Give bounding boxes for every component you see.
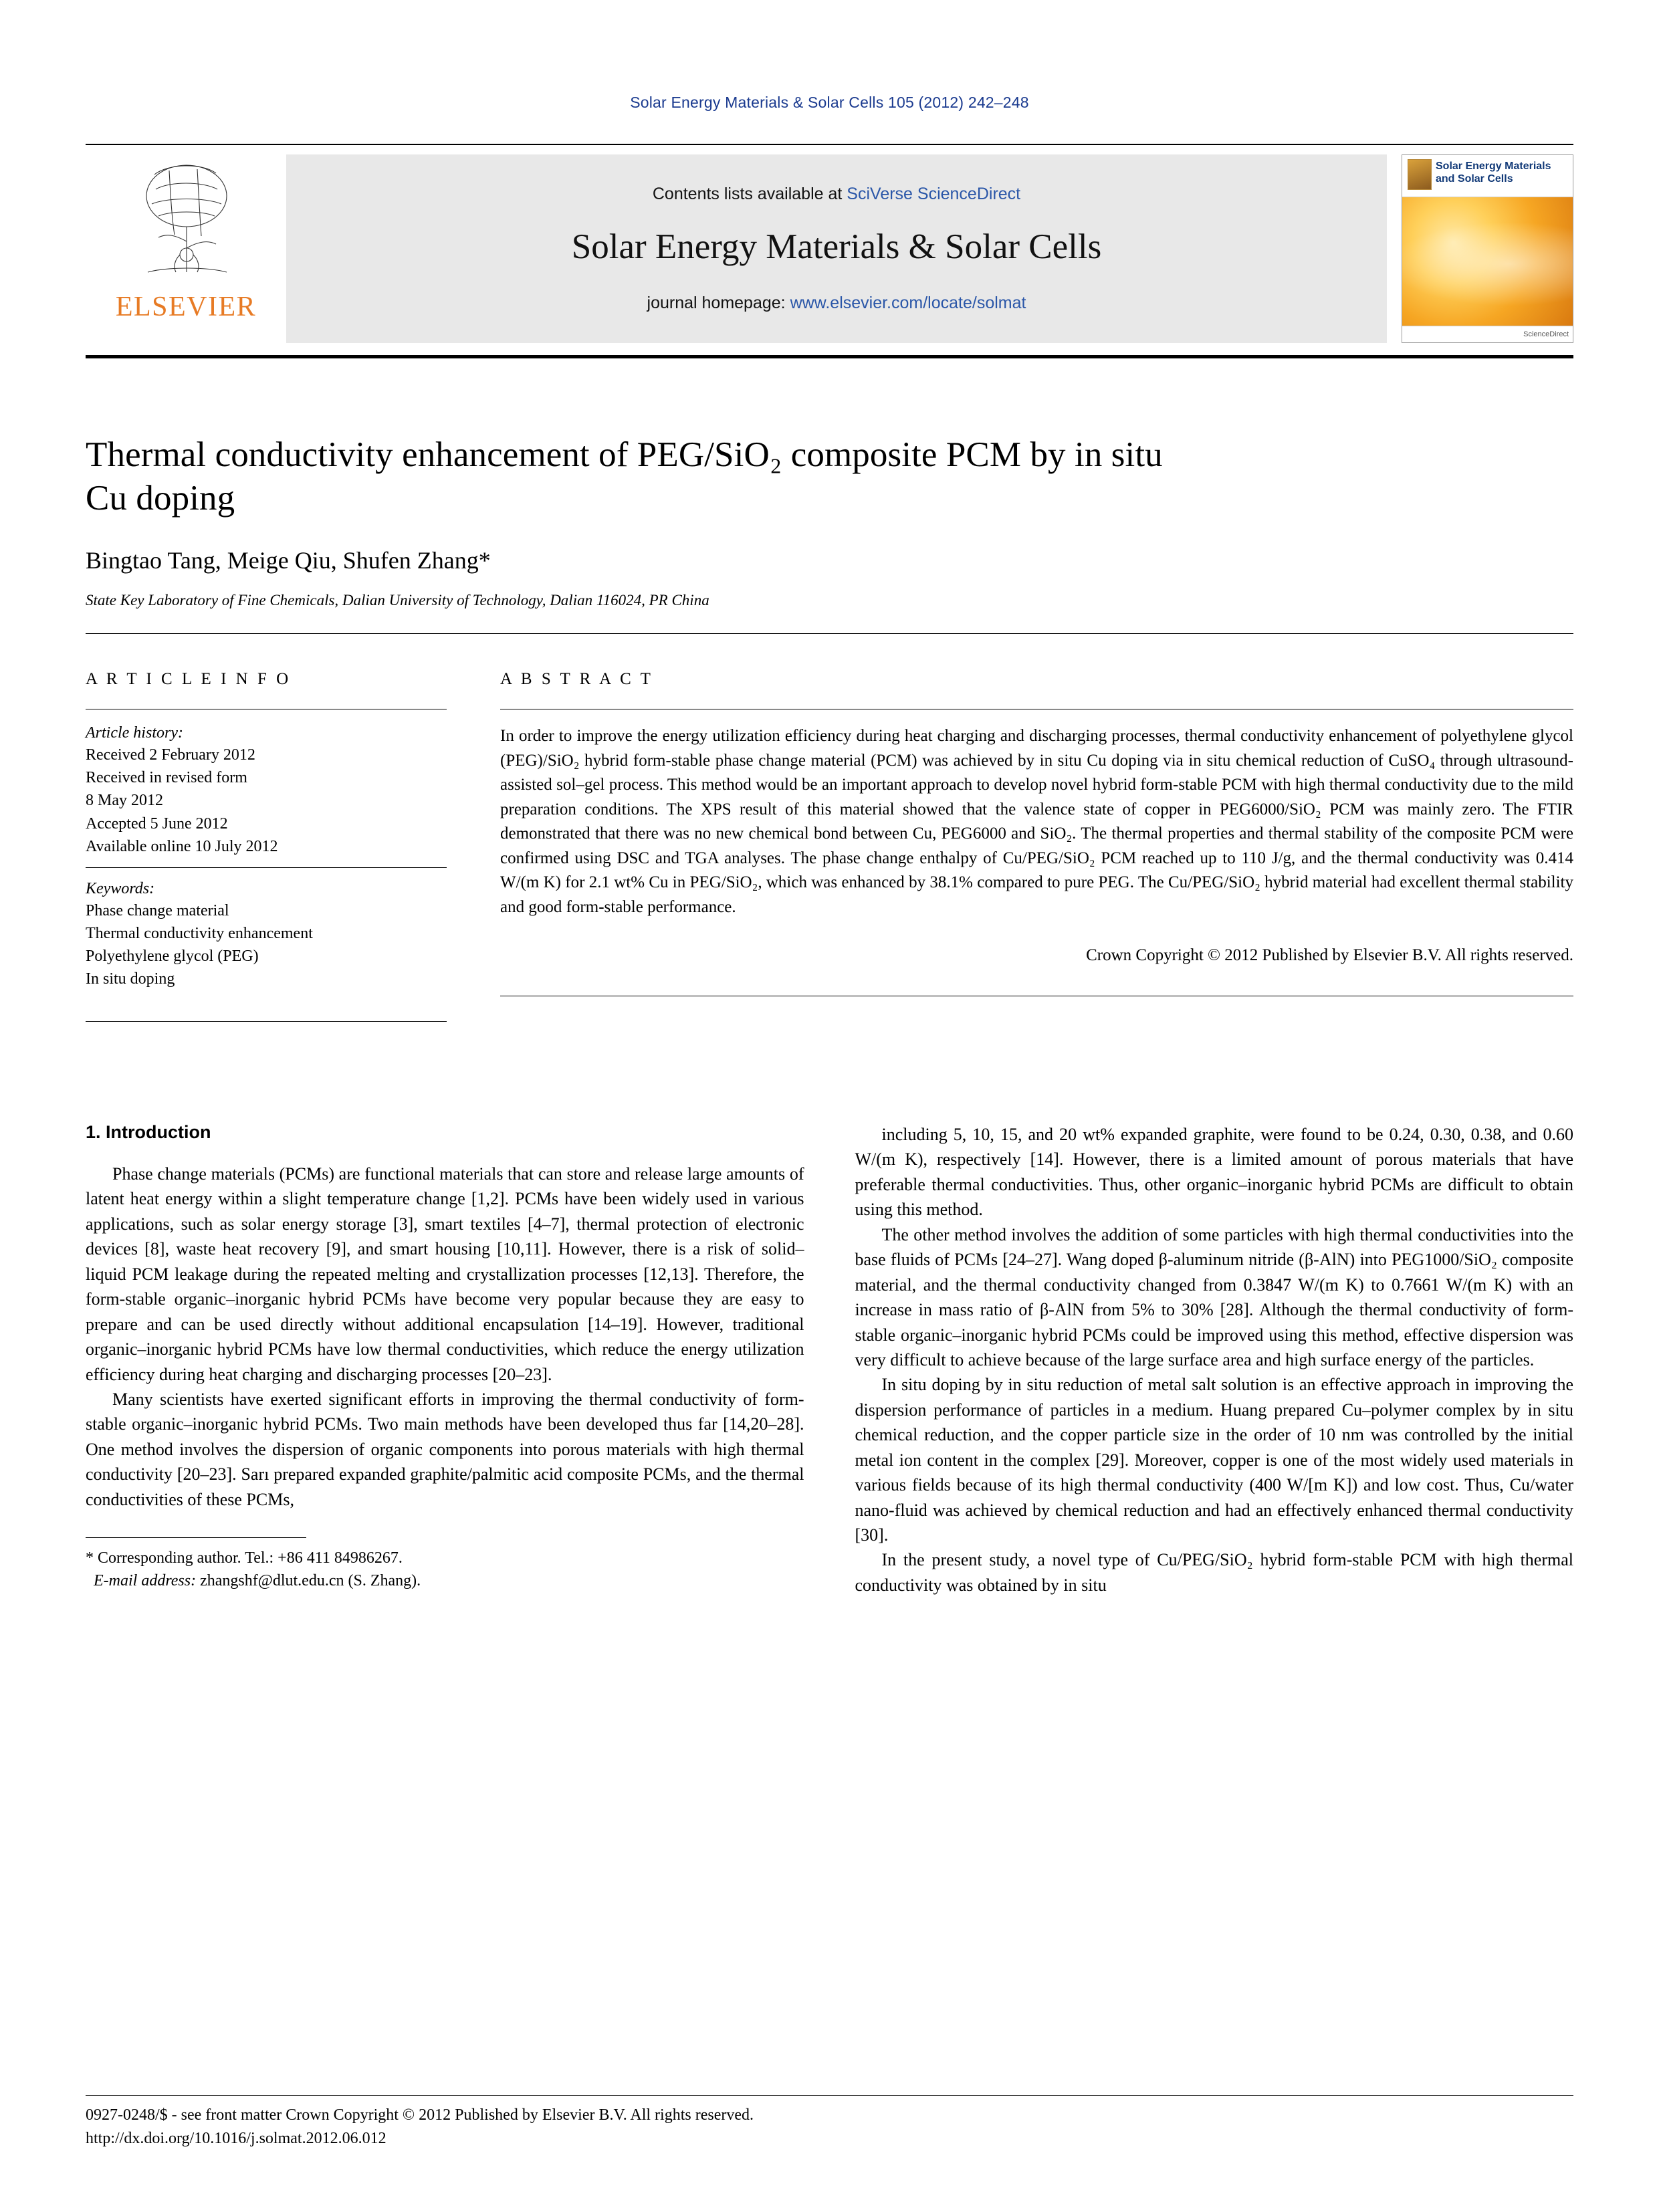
history-line: Accepted 5 June 2012 xyxy=(86,814,228,833)
info-abstract-row xyxy=(86,670,1573,1022)
article-info-heading: A R T I C L E I N F O xyxy=(86,670,292,689)
article-info-divider xyxy=(86,867,447,868)
email-label: E-mail address: xyxy=(94,1571,201,1589)
body-columns xyxy=(86,1122,1573,1597)
history-line: Received in revised form xyxy=(86,769,247,787)
body-column-left xyxy=(86,1122,804,1597)
banner-center xyxy=(286,154,1387,343)
keyword-item: Thermal conductivity enhancement xyxy=(86,924,313,942)
running-head: Solar Energy Materials & Solar Cells 105 (2012) 242–248 xyxy=(630,94,1029,111)
history-line: Received 2 February 2012 xyxy=(86,746,255,764)
footer-rule xyxy=(86,2095,1573,2096)
title-rule xyxy=(86,633,1573,634)
footnote-block xyxy=(86,1537,794,1592)
journal-title: Solar Energy Materials & Solar Cells xyxy=(571,227,1102,266)
paragraph: The other method involves the addition of some particles with high thermal conductivities into the base fluids of PCMs [24–27]. Wang doped β-aluminum nitride (β-AlN) into PEG1000/SiO₂ composite material, and the thermal conductivity changed from 0.3847 W/(m K) to 0.7661 W/(m K) with an increase in mass ratio of β-AlN from 5% to 30% [28]. Although the thermal conductivity of form-stable organic–inorganic hybrid PCMs could be improved using this method, effective dispersion was very difficult to achieve because of the large surface area and high surface energy of the particles. xyxy=(855,1224,1573,1369)
abstract-copyright: Crown Copyright © 2012 Published by Elsevier B.V. All rights reserved. xyxy=(1086,946,1573,965)
email-link[interactable]: zhangshf@dlut.edu.cn (S. Zhang). xyxy=(200,1571,421,1589)
article-info-bottom-rule xyxy=(86,1021,447,1022)
abstract-text: In order to improve the energy utilization efficiency during heat charging and discharging processes, thermal conductivity enhancement of polyethylene glycol (PEG)/SiO₂ hybrid form-stable phase change material (PCM) was achieved by in situ Cu doping via in situ chemical reduction of CuSO₄ through ultrasound-assisted sol–gel process. This method would be an important approach to develop novel hybrid form-stable PCM with high thermal conductivity due to the mild preparation conditions. The XPS result of this material showed that the valence state of copper in PEG6000/SiO₂ PCM was mainly zero. The FTIR demonstrated that there was no new chemical bond between Cu, PEG6000 and SiO₂. The thermal properties and thermal stability of the composite PCM were confirmed using DSC and TGA analyses. The phase change enthalpy of Cu/PEG/SiO₂ PCM reached up to 110 J/g, and the thermal conductivity was 0.414 W/(m K) for 2.1 wt% Cu in PEG/SiO₂, which was enhanced by 38.1% compared to pure PEG. The Cu/PEG/SiO₂ hybrid material had excellent thermal stability and good form-stable performance. xyxy=(500,727,1573,916)
page-title xyxy=(86,433,1573,520)
sciencedirect-link[interactable]: SciVerse ScienceDirect xyxy=(847,185,1021,203)
paragraph: In the present study, a novel type of Cu/PEG/SiO₂ hybrid form-stable PCM with high thermal conductivity was obtained by in situ xyxy=(855,1550,1573,1595)
section-heading-introduction: 1. Introduction xyxy=(86,1122,211,1143)
body-column-right xyxy=(855,1122,1574,1597)
issn-copyright-line: 0927-0248/$ - see front matter Crown Copyright © 2012 Published by Elsevier B.V. All rights reserved. xyxy=(86,2106,754,2124)
keywords-label: Keywords: xyxy=(86,879,155,897)
history-line: 8 May 2012 xyxy=(86,792,163,810)
article-history-label: Article history: xyxy=(86,724,183,742)
article-info-column xyxy=(86,670,473,1022)
keyword-item: Polyethylene glycol (PEG) xyxy=(86,947,259,965)
contents-prefix: Contents lists available at xyxy=(652,185,847,203)
footnote-rule xyxy=(86,1537,306,1538)
author-list: Bingtao Tang, Meige Qiu, Shufen Zhang* xyxy=(86,547,491,574)
homepage-url-link[interactable]: www.elsevier.com/locate/solmat xyxy=(790,294,1026,312)
cover-journal-name: Solar Energy Materials and Solar Cells xyxy=(1436,160,1551,185)
cover-artwork xyxy=(1402,197,1573,326)
journal-banner xyxy=(86,144,1573,354)
cover-header xyxy=(1402,155,1573,197)
elsevier-wordmark: ELSEVIER xyxy=(115,292,257,322)
doi-link[interactable]: http://dx.doi.org/10.1016/j.solmat.2012.06.012 xyxy=(86,2130,386,2148)
paragraph: In situ doping by in situ reduction of metal salt solution is an effective approach in improving the dispersion performance of particles in a medium. Huang prepared Cu–polymer complex by in situ chemical reduction, and the copper particle size in the order of 10 nm was controlled by the initial metal ion content in the complex [29]. Moreover, copper is one of the most widely used materials in various fields because of its high thermal conductivity (400 W/[m K]) and low cost. Thus, Cu/water nano-fluid was achieved by chemical reduction and had an effectively enhanced thermal conductivity [30]. xyxy=(855,1375,1573,1545)
cover-swatch-icon xyxy=(1408,159,1432,190)
article-title-line2: Cu doping xyxy=(86,478,235,518)
cover-footer: ScienceDirect xyxy=(1402,326,1573,342)
paragraph: Many scientists have exerted significant efforts in improving the thermal conductivity of form-stable organic–inorganic hybrid PCMs. Two main methods have been developed thus far [14,20–28]. One method involves the dispersion of organic components into porous materials with high thermal conductivity [20–23]. Sarı prepared expanded graphite/palmitic acid composite PCMs, and the thermal conductivities of these PCMs, xyxy=(86,1389,804,1509)
page-footer xyxy=(86,2095,1573,2150)
abstract-column xyxy=(473,670,1573,1022)
keyword-item: Phase change material xyxy=(86,901,229,919)
homepage-prefix: journal homepage: xyxy=(647,294,790,312)
journal-cover-thumbnail xyxy=(1402,154,1573,343)
title-block xyxy=(86,433,1573,634)
banner-bottom-rule xyxy=(86,355,1573,358)
contents-available-line xyxy=(653,185,1020,204)
publisher-logo xyxy=(86,145,286,354)
affiliation: State Key Laboratory of Fine Chemicals, Dalian University of Technology, Dalian 116024, PR China xyxy=(86,592,709,609)
elsevier-tree-icon xyxy=(128,154,245,288)
keyword-item: In situ doping xyxy=(86,970,175,988)
journal-homepage-line xyxy=(647,294,1026,313)
paragraph: Phase change materials (PCMs) are functional materials that can store and release large amounts of latent heat energy within a slight temperature change [1,2]. PCMs have been widely used in various applications, such as solar energy storage [3], smart textiles [4–7], thermal protection of electronic devices [8], waste heat recovery [9], and smart housing [10,11]. However, there is a risk of solid–liquid PCM leakage during the repeated melting and crystallization processes [12,13]. Therefore, the form-stable organic–inorganic hybrid PCMs have become very popular because they are easy to prepare and can be used directly without additional encapsulation [14–19]. However, traditional organic–inorganic hybrid PCMs have low thermal conductivities, which reduce the energy utilization efficiency during heat charging and discharging processes [20–23]. xyxy=(86,1164,804,1384)
corresponding-author-note: * Corresponding author. Tel.: +86 411 84986267. xyxy=(86,1549,403,1567)
article-title-line1: Thermal conductivity enhancement of PEG/SiO₂ composite PCM by in situ xyxy=(86,435,1163,474)
email-note xyxy=(86,1570,794,1593)
history-line: Available online 10 July 2012 xyxy=(86,837,278,855)
abstract-heading: A B S T R A C T xyxy=(500,670,653,689)
paragraph: including 5, 10, 15, and 20 wt% expanded graphite, were found to be 0.24, 0.30, 0.38, and 0.60 W/(m K), respectively [14]. However, there is a limited amount of porous materials that have preferable thermal conductivities. Thus, other organic–inorganic hybrid PCMs are difficult to obtain using this method. xyxy=(855,1125,1573,1220)
